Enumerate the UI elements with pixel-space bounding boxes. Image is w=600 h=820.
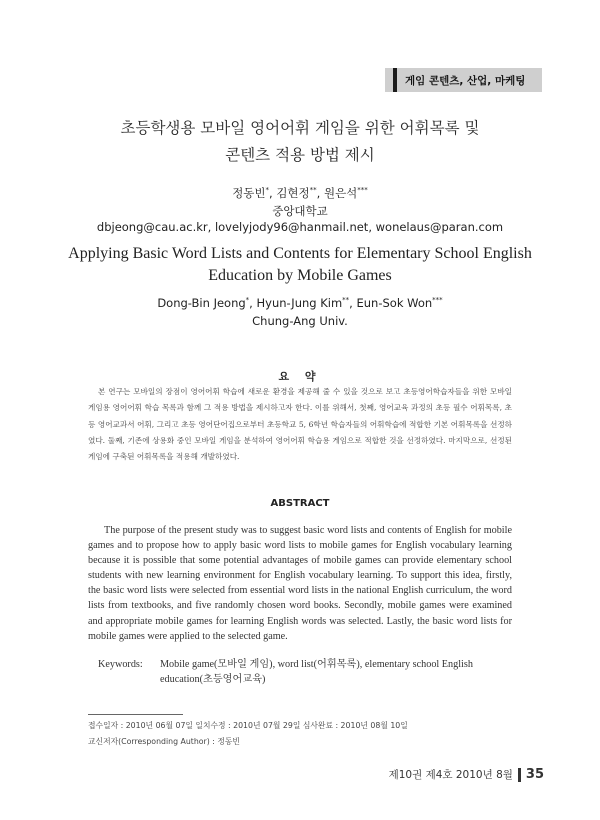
category-label: 게임 콘텐츠, 산업, 마케팅 — [405, 74, 526, 87]
title-en-line-1: Applying Basic Word Lists and Contents for Elementary School English — [68, 245, 532, 262]
author-mark: *** — [357, 186, 368, 195]
title-en-line-2: Education by Mobile Games — [208, 267, 392, 284]
keywords — [98, 658, 518, 687]
author-name: 원은석 — [323, 186, 358, 200]
footer-separator — [518, 768, 521, 782]
affiliation-ko: 중앙대학교 — [272, 204, 328, 218]
author-sep: , — [349, 296, 357, 310]
page-number: 35 — [525, 767, 544, 782]
summary-heading: 요 약 — [278, 370, 322, 383]
author-mark: ** — [342, 296, 350, 305]
summary-ko: 본 연구는 모바일의 장점이 영어어휘 학습에 새로운 환경을 제공해 줄 수 있을 것으로 보고 초등영어학습자들을 위한 모바일 게임용 영어어휘 학습 목록과 함께 그 적용 방법을 제시하고자 한다. 이를 위해서, 첫째, 영어교육 과정의 초등 필수 어휘목록, 초등 영어교과서 어휘, 그리고 초등 영어단어집으로부터 초등학교 5, 6학년 학습자들의 어휘학습에 적합한 기본 어휘목록을 선정하였다. 둘째, 기존에 상용화 중인 모바일 게임을 분석하여 영어어휘 학습용 게임으로 적합한 것을 선정하였다. 마지막으로, 선정된 게임에 구축된 어휘목록을 적용해 개발하였다. — [88, 387, 512, 462]
author-name: Eun-Sok Won — [356, 296, 433, 310]
author-mark: * — [245, 296, 250, 305]
category-bar — [393, 68, 397, 92]
affiliation-en: Chung-Ang Univ. — [252, 314, 348, 328]
author-name: 정동빈 — [232, 186, 266, 200]
title-ko-line-2: 콘텐츠 적용 방법 제시 — [225, 146, 375, 164]
authors-ko — [0, 185, 600, 201]
footnote-dates: 접수일자 : 2010년 06월 07일 일치수정 : 2010년 07월 29일 심사완료 : 2010년 08월 10일 — [88, 721, 408, 730]
abstract-en: The purpose of the present study was to suggest basic word lists and contents of English for mobile games and to propose how to apply basic word lists to mobile games for English vocabulary learning because it is possible that some potential advantages of mobile games can provide elementary school students with new learning environment for English vocabulary learning. To support this idea, firstly, the basic word lists were selected from essential word lists in the national English curriculum, the word lists from textbooks, and five randomly chosen word books. Secondly, mobile games were examined and appropriate mobile games for learning English words was selected. Lastly, the basic word lists for mobile games were applied to the selected game. — [88, 525, 512, 642]
authors-en — [0, 296, 600, 310]
author-mark: * — [265, 186, 270, 195]
journal-issue: 제10권 제4호 2010년 8월 — [388, 769, 513, 781]
page-footer — [389, 767, 544, 782]
footnote-rule — [88, 714, 183, 715]
title-ko-line-1: 초등학생용 모바일 영어어휘 게임을 위한 어휘목록 및 — [120, 119, 480, 137]
abstract-heading: ABSTRACT — [270, 498, 330, 509]
author-sep: , — [269, 186, 277, 200]
keywords-value: Mobile game(모바일 게임), word list(어휘목록), elementary school English education(초등영어교육) — [160, 659, 473, 685]
author-sep: , — [249, 296, 257, 310]
category-banner — [385, 68, 542, 92]
author-name: 김현정 — [276, 186, 310, 200]
author-mark: ** — [309, 186, 317, 195]
author-mark: *** — [432, 296, 443, 305]
author-sep: , — [316, 186, 324, 200]
keywords-label: Keywords: — [98, 659, 143, 670]
author-name: Dong-Bin Jeong — [157, 296, 246, 310]
footnote-author: 교신저자(Corresponding Author) : 정동빈 — [88, 737, 240, 746]
author-name: Hyun-Jung Kim — [256, 296, 343, 310]
author-emails: dbjeong@cau.ac.kr, lovelyjody96@hanmail.net, wonelaus@paran.com — [96, 220, 504, 234]
title-en — [0, 243, 600, 287]
